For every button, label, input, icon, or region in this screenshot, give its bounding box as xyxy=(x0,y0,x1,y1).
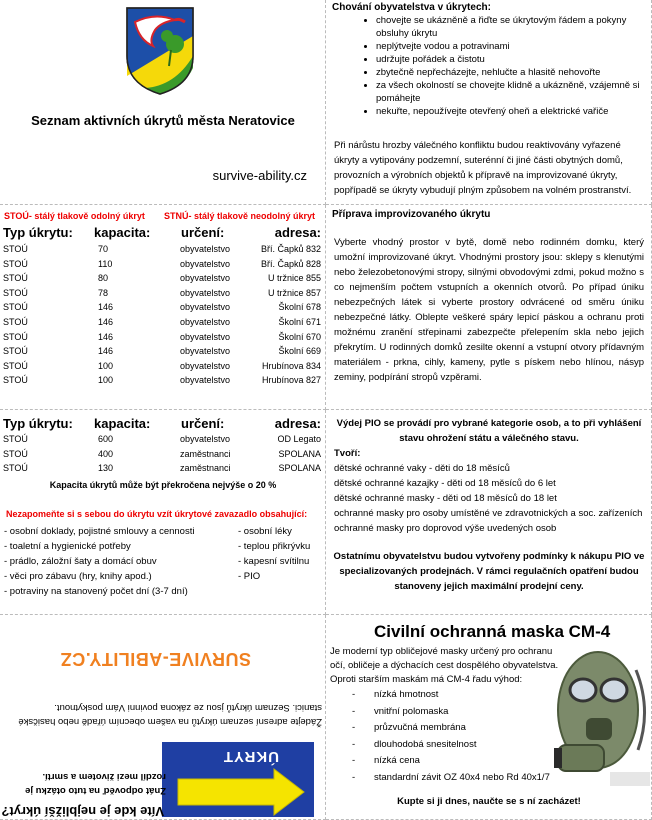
list-item: - nízká hmotnost xyxy=(352,689,439,700)
website-label[interactable]: survive-ability.cz xyxy=(212,168,307,183)
list-item: - PIO xyxy=(238,571,261,582)
gas-mask-panel xyxy=(326,615,652,820)
table-cell-kapacita: 146 xyxy=(98,302,114,313)
list-item: - potraviny na stanovený počet dní (3-7 dní) xyxy=(4,586,188,597)
table-row xyxy=(3,259,321,273)
table-cell-typ: STOÚ xyxy=(3,244,28,254)
table-cell-typ: STOÚ xyxy=(3,273,28,284)
pio-title: Výdej PIO se provádí pro vybrané kategorie osob, a to při vyhlášení stavu ohrožení státu a válečného stavu. xyxy=(336,418,642,444)
table-cell-kapacita: 146 xyxy=(98,346,114,357)
list-item: - vnitřní polomaska xyxy=(352,705,449,717)
list-item: - průzvučná membrána xyxy=(352,722,466,733)
header-kapacita: kapacita: xyxy=(94,416,151,431)
brand-label: SURVIVE-ABILITY.CZ xyxy=(60,649,251,669)
table-row xyxy=(3,244,321,258)
table-cell-adresa: SPOLANA xyxy=(278,463,321,474)
list-item: • nekuřte, nepoužívejte otevřený oheň a elektrické vařiče xyxy=(376,105,641,118)
table-cell-typ: STOÚ xyxy=(3,448,28,459)
behavior-panel xyxy=(326,0,652,205)
table-cell-adresa: Hrubínova 834 xyxy=(261,360,321,371)
table-header xyxy=(3,225,321,241)
table-cell-urceni: obyvatelstvo xyxy=(180,302,231,313)
list-item: - standardní závit OZ 40x4 nebo Rd 40x1/7 xyxy=(352,771,550,783)
list-item: - prádlo, záložní šaty a domácí obuv xyxy=(4,556,157,567)
mask-title: Civilní ochranná maska CM-4 xyxy=(374,622,611,641)
behavior-heading: Chování obyvatelstva v úkrytech: xyxy=(332,2,491,13)
table-cell-kapacita: 78 xyxy=(98,287,109,298)
header-kapacita: kapacita: xyxy=(94,225,151,240)
list-item: - dlouhodobá snesitelnost xyxy=(352,738,477,750)
table-row xyxy=(3,361,321,375)
table-row xyxy=(3,346,321,360)
table-row xyxy=(3,434,321,448)
list-item: - kapesní svítilnu xyxy=(238,556,310,567)
table-cell-urceni: obyvatelstvo xyxy=(180,273,231,284)
table-cell-adresa: U tržnice 855 xyxy=(267,273,321,284)
table-cell-adresa: Školní 669 xyxy=(278,346,321,357)
list-item: • zbytečně nepřecházejte, nehlučte a hlasitě nehovořte xyxy=(376,66,641,79)
pio-footer: Ostatnímu obyvatelstvu budou vytvořeny podmínky k nákupu PIO ve specializovaných prodejnách. V rámci regulačních opatření budou stanoveny jejich maximální prodejní ceny. xyxy=(333,551,645,592)
table-row xyxy=(3,273,321,287)
luggage-warning: Nezapomeňte si s sebou do úkrytu vzít úkrytové zavazadlo obsahující: xyxy=(6,509,308,519)
table-cell-urceni: zaměstnanci xyxy=(180,463,231,474)
question-heading: Víte kde je nejbližší úkryt? xyxy=(1,804,164,819)
list-item: - toaletní a hygienické potřeby xyxy=(4,541,131,552)
table-cell-urceni: obyvatelstvo xyxy=(180,434,231,444)
table-cell-adresa: Bří. Čapků 832 xyxy=(260,244,321,254)
improvised-heading: Příprava improvizovaného úkrytu xyxy=(332,209,491,220)
list-item: • chovejte se ukázněně a řiďte se úkrytovým řádem a pokyny obsluhy úkrytu xyxy=(376,14,641,40)
table-cell-urceni: zaměstnanci xyxy=(180,448,231,459)
table-row xyxy=(3,288,321,302)
table-cell-adresa: SPOLANA xyxy=(278,448,321,459)
header-typ: Typ úkrytu: xyxy=(3,416,73,431)
list-item: • udržujte pořádek a čistotu xyxy=(376,53,641,66)
table-cell-adresa: Školní 671 xyxy=(278,317,321,327)
table-cell-typ: STOÚ xyxy=(3,346,28,357)
mask-features xyxy=(352,687,550,786)
mask-intro: Je moderní typ obličejové masky určený pro ochranu očí, obličeje a dýchacích cest dospělého obyvatelstva. Oproti starším maskám má CM-4 řadu výhod: xyxy=(330,646,559,685)
table-cell-urceni: obyvatelstvo xyxy=(180,258,231,269)
list-item: - osobní doklady, pojistné smlouvy a cennosti xyxy=(4,526,195,537)
shelter-sign-panel xyxy=(0,615,326,820)
table-cell-urceni: obyvatelstvo xyxy=(180,317,231,327)
table-cell-typ: STOÚ xyxy=(3,317,28,327)
list-item: dětské ochranné kazajky - děti od 18 měsíců do 6 let xyxy=(334,478,556,489)
table-cell-kapacita: 100 xyxy=(98,360,114,371)
pio-subheading: Tvoří: xyxy=(334,448,361,459)
table-cell-typ: STOÚ xyxy=(3,287,28,298)
title-panel xyxy=(0,0,326,205)
reactivation-paragraph: Při nárůstu hrozby válečného konfliktu budou reaktivovány vyřazené úkryty a vytipovány podzemní, suterénní či jiné části obytných domů, provozních a výrobních objektů k přípravě na improvizované úkryty, popřípadě se úkryty vybudují plným způsobem na volném prostranství. xyxy=(334,140,632,196)
header-urceni: určení: xyxy=(181,416,225,431)
table-cell-kapacita: 100 xyxy=(98,375,114,386)
header-urceni: určení: xyxy=(181,225,225,240)
table-cell-kapacita: 80 xyxy=(98,273,109,284)
request-paragraph: Žádejte adresní seznam úkrytů na vašem obecním úřadě nebo hasičské stanici. Seznam úkrytů jsou ze zákona povinni Vám poskytnout. xyxy=(18,702,322,727)
header-adresa: adresa: xyxy=(274,225,321,240)
page-title: Seznam aktivních úkrytů města Neratovice xyxy=(31,113,295,128)
buy-cta: Kupte si ji dnes, naučte se s ní zacházet! xyxy=(397,796,581,807)
pio-panel xyxy=(326,410,652,615)
table-row xyxy=(3,449,321,463)
table-cell-urceni: obyvatelstvo xyxy=(180,244,231,254)
table-cell-adresa: Školní 670 xyxy=(278,331,321,342)
table-cell-typ: STOÚ xyxy=(3,331,28,342)
table-row xyxy=(3,302,321,316)
table-cell-kapacita: 130 xyxy=(98,463,114,474)
table-cell-kapacita: 146 xyxy=(98,317,114,327)
list-item: ochranné masky pro doprovod výše uvedených osob xyxy=(334,523,557,534)
list-item: • za všech okolností se chovejte klidně a ukázněně, vzájemně si pomáhejte xyxy=(376,79,641,105)
table-cell-typ: STOÚ xyxy=(3,302,28,313)
header-typ: Typ úkrytu: xyxy=(3,225,73,240)
table-cell-adresa: U tržnice 857 xyxy=(267,287,321,298)
list-item: ochranné masky pro osoby umístěné ve zdravotnických a soc. zařízeních xyxy=(334,508,643,519)
table-row xyxy=(3,463,321,477)
shelter-sign xyxy=(162,742,314,817)
table-cell-adresa: Školní 678 xyxy=(278,302,321,313)
behavior-list xyxy=(336,14,641,118)
capacity-note: Kapacita úkrytů může být překročena nejvýše o 20 % xyxy=(49,480,277,490)
header-adresa: adresa: xyxy=(274,416,321,431)
list-item: - věci pro zábavu (hry, knihy apod.) xyxy=(4,571,152,582)
table-header xyxy=(3,416,321,432)
answer-text xyxy=(25,769,166,797)
table-row xyxy=(3,332,321,346)
arrow-icon xyxy=(162,767,314,817)
improvised-shelter-panel xyxy=(326,205,652,410)
table-row xyxy=(3,317,321,331)
table-cell-kapacita: 600 xyxy=(98,434,114,444)
table-cell-kapacita: 70 xyxy=(98,244,109,254)
table-cell-kapacita: 146 xyxy=(98,331,114,342)
table-cell-typ: STOÚ xyxy=(3,375,28,386)
answer-line: Znát odpověď na tuto otázku je xyxy=(25,785,166,796)
table-cell-adresa: Hrubínova 827 xyxy=(261,375,321,386)
list-item: - teplou přikrývku xyxy=(238,541,311,552)
table-cell-typ: STOÚ xyxy=(3,258,28,269)
table-cell-kapacita: 400 xyxy=(98,448,114,459)
table-cell-urceni: obyvatelstvo xyxy=(180,346,231,357)
list-item: - nízká cena xyxy=(352,755,420,766)
table-cell-typ: STOÚ xyxy=(3,463,28,474)
legend-stou: STOÚ- stálý tlakově odolný úkryt xyxy=(4,211,145,221)
list-item: - osobní léky xyxy=(238,526,292,537)
pio-list xyxy=(334,461,642,536)
company-shelter-panel xyxy=(0,410,326,615)
shelter-table-panel xyxy=(0,205,326,410)
table-cell-typ: STOÚ xyxy=(3,360,28,371)
table-cell-adresa: OD Legato xyxy=(277,434,321,444)
table-cell-urceni: obyvatelstvo xyxy=(180,375,231,386)
list-item: dětské ochranné vaky - děti do 18 měsíců xyxy=(334,463,510,474)
table-cell-urceni: obyvatelstvo xyxy=(180,360,231,371)
gas-mask-image xyxy=(548,640,652,790)
rotated-content xyxy=(0,615,326,820)
list-item: • neplýtvejte vodou a potravinami xyxy=(376,40,641,53)
answer-line: rozdíl mezi životem a smrtí. xyxy=(42,771,166,782)
table-cell-kapacita: 110 xyxy=(98,258,113,269)
table-cell-urceni: obyvatelstvo xyxy=(180,331,231,342)
table-row xyxy=(3,375,321,389)
luggage-list-left xyxy=(4,524,194,599)
list-item: dětské ochranné masky - děti od 18 měsíců do 18 let xyxy=(334,493,557,504)
city-crest-icon xyxy=(125,6,195,96)
table-cell-adresa: Bří. Čapků 828 xyxy=(260,258,321,269)
improvised-paragraph: Vyberte vhodný prostor v bytě, domě nebo rodinném domku, který umožní improvizované úkryt. Vhodnými prostory jsou: sklepy s klenutými nebo železobetonovými stropy, silnými obvodovými zdmi, pokud možno s co nejmenším počtem vstupních a okenních otvorů. Po případ úniku nebezpečných látek si vyberte prostory odvrácené od směru úniku nebezpečné látky. Oblepte veškeré spáry lepicí páskou a ochranu proti možnému zranění střepinami zabezpečte přelepením skla nebo jejich překrytím. U rodinných domků zesilte okenní a vstupní otvory přídavným materiálem - prkna, cihly, kameny, pytle s pískem nebo hlínou, násyp zeminy, podpírání stropů vzpěrami. xyxy=(334,237,644,383)
legend-stnu: STNÚ- stálý tlakově neodolný úkryt xyxy=(164,211,316,221)
table-cell-urceni: obyvatelstvo xyxy=(180,287,231,298)
luggage-list-right xyxy=(238,524,310,584)
table-cell-typ: STOÚ xyxy=(3,434,28,444)
sign-label: ÚKRYT xyxy=(222,748,279,765)
